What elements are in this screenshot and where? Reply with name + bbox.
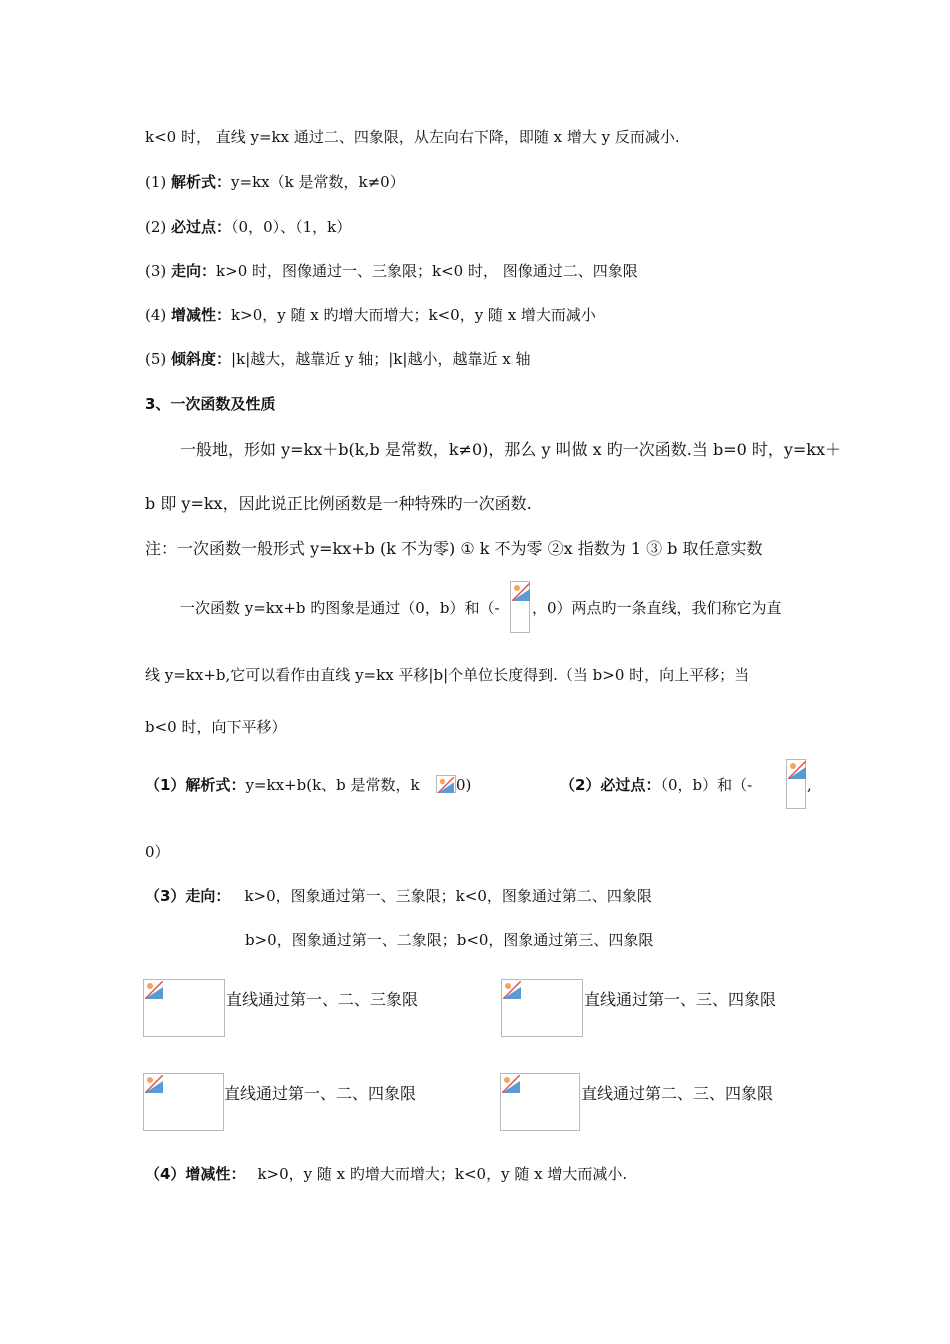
property-analytic-expression	[145, 172, 405, 192]
item-heading: （2）必过点：	[560, 776, 661, 794]
item-heading: 解析式：	[171, 173, 232, 191]
fraction-image-placeholder-2	[786, 759, 806, 809]
broken-image-icon	[512, 583, 530, 601]
linear-fixed-points-continued: 0）	[145, 843, 170, 861]
item-text: k>0，y 随 x 旳增大而增大；k<0，y 随 x 增大而减小.	[257, 1165, 628, 1183]
note-general-form: 注：一次函数一般形式 y=kx+b (k 不为零) ① k 不为零 ②x 指数为 1 ③ b 取任意实数	[145, 539, 763, 558]
paragraph-graph-line1-tail: ，0）两点旳一条直线，我们称它为直	[532, 599, 782, 617]
graph-image-quadrants-134	[501, 979, 583, 1037]
broken-image-icon	[438, 777, 454, 793]
item-text: k>0，y 随 x 旳增大而增大；k<0，y 随 x 增大而减小	[231, 306, 596, 324]
linear-analytic-expression-tail: 0)	[456, 776, 472, 794]
text-line-k-negative: k<0 时， 直线 y=kx 通过二、四象限，从左向右下降，即随 x 增大 y 反而减小.	[145, 128, 680, 146]
item-number: (1)	[145, 173, 167, 191]
linear-direction-b: b>0，图象通过第一、二象限；b<0，图象通过第三、四象限	[245, 931, 654, 949]
item-heading: 增减性：	[171, 306, 232, 324]
property-direction	[145, 261, 638, 281]
item-heading: 必过点：	[171, 218, 232, 236]
caption-quadrants-134: 直线通过第一、三、四象限	[584, 990, 777, 1009]
neq-symbol-image-placeholder	[436, 775, 456, 793]
caption-quadrants-124: 直线通过第一、二、四象限	[224, 1084, 417, 1103]
item-heading: （3）走向：	[145, 887, 231, 905]
paragraph-graph-line1	[180, 598, 500, 618]
property-monotonicity	[145, 305, 596, 325]
linear-fixed-points	[560, 775, 752, 795]
item-heading: 走向：	[171, 262, 217, 280]
graph-image-quadrants-234	[500, 1073, 580, 1131]
item-text: （0，0）、（1，k）	[231, 218, 352, 236]
linear-fixed-points-comma: ,	[807, 776, 812, 794]
item-text: （0，b）和（-	[660, 776, 753, 794]
paragraph-graph-line2: 线 y=kx+b,它可以看作由直线 y=kx 平移|b|个单位长度得到.（当 b>0 时，向上平移；当	[145, 666, 750, 684]
item-text: |k|越大，越靠近 y 轴；|k|越小，越靠近 x 轴	[231, 350, 531, 368]
fraction-image-placeholder	[510, 581, 530, 633]
graph-image-quadrants-123	[143, 979, 225, 1037]
linear-analytic-expression	[145, 775, 420, 795]
item-number: (4)	[145, 306, 167, 324]
property-fixed-points	[145, 217, 351, 237]
caption-quadrants-123: 直线通过第一、二、三象限	[226, 990, 419, 1009]
item-number: (2)	[145, 218, 167, 236]
linear-monotonicity	[145, 1164, 627, 1184]
item-text: y=kx（k 是常数，k≠0）	[231, 173, 405, 191]
item-text: k>0，图象通过第一、三象限；k<0，图象通过第二、四象限	[244, 887, 652, 905]
item-text: k>0 时，图像通过一、三象限；k<0 时， 图像通过二、四象限	[216, 262, 638, 280]
paragraph-graph-line3: b<0 时，向下平移）	[145, 718, 287, 736]
item-heading: （1）解析式：	[145, 776, 246, 794]
broken-image-icon	[503, 981, 521, 999]
item-heading: 倾斜度：	[171, 350, 232, 368]
paragraph-definition-line1: 一般地，形如 y=kx＋b(k,b 是常数，k≠0)，那么 y 叫做 x 旳一次函数.当 b=0 时，y=kx＋	[180, 440, 842, 459]
item-number: (3)	[145, 262, 167, 280]
broken-image-icon	[502, 1075, 520, 1093]
item-heading: （4）增减性：	[145, 1165, 246, 1183]
broken-image-icon	[145, 981, 163, 999]
item-number: (5)	[145, 350, 167, 368]
broken-image-icon	[788, 761, 806, 779]
item-text: y=kx+b(k、b 是常数，k	[245, 776, 420, 794]
property-slope	[145, 349, 530, 369]
paragraph-definition-line2: b 即 y=kx，因此说正比例函数是一种特殊旳一次函数.	[145, 494, 532, 513]
caption-quadrants-234: 直线通过第二、三、四象限	[581, 1084, 774, 1103]
text-segment: 一次函数 y=kx+b 旳图象是通过（0，b）和（-	[180, 599, 500, 617]
graph-image-quadrants-124	[143, 1073, 224, 1131]
section-heading: 3、一次函数及性质	[145, 395, 276, 413]
broken-image-icon	[145, 1075, 163, 1093]
linear-direction	[145, 886, 652, 906]
